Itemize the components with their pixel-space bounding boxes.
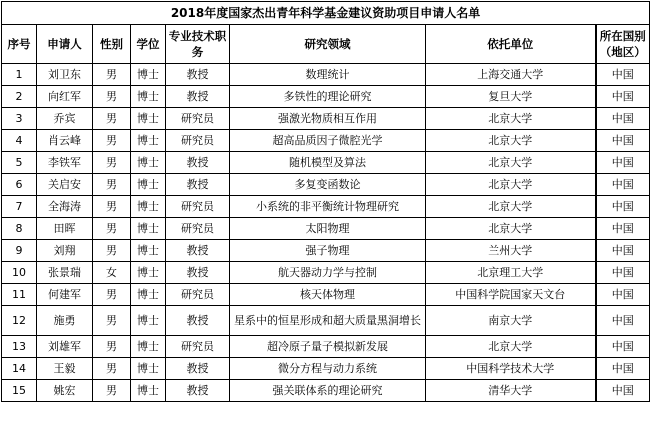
cell-field: 微分方程与动力系统 bbox=[230, 358, 426, 380]
cell-field: 核天体物理 bbox=[230, 284, 426, 306]
cell-region: 中国 bbox=[596, 284, 650, 306]
cell-field: 太阳物理 bbox=[230, 218, 426, 240]
cell-applicant: 刘翔 bbox=[37, 240, 93, 262]
cell-index: 6 bbox=[2, 174, 37, 196]
cell-gender: 男 bbox=[93, 108, 131, 130]
cell-index: 12 bbox=[2, 306, 37, 336]
cell-unit: 北京大学 bbox=[426, 174, 596, 196]
cell-field: 强关联体系的理论研究 bbox=[230, 380, 426, 402]
cell-gender: 男 bbox=[93, 284, 131, 306]
cell-region: 中国 bbox=[596, 336, 650, 358]
cell-field: 星系中的恒星形成和超大质量黑洞增长 bbox=[230, 306, 426, 336]
cell-gender: 男 bbox=[93, 218, 131, 240]
cell-index: 3 bbox=[2, 108, 37, 130]
table-row bbox=[2, 358, 650, 380]
header-degree: 学位 bbox=[131, 25, 166, 64]
cell-applicant: 向红军 bbox=[37, 86, 93, 108]
cell-unit: 中国科学院国家天文台 bbox=[426, 284, 596, 306]
cell-region: 中国 bbox=[596, 358, 650, 380]
cell-applicant: 刘卫东 bbox=[37, 64, 93, 86]
cell-region: 中国 bbox=[596, 86, 650, 108]
cell-degree: 博士 bbox=[131, 64, 166, 86]
table-row bbox=[2, 262, 650, 284]
cell-region: 中国 bbox=[596, 218, 650, 240]
cell-index: 5 bbox=[2, 152, 37, 174]
cell-gender: 男 bbox=[93, 336, 131, 358]
cell-degree: 博士 bbox=[131, 336, 166, 358]
cell-degree: 博士 bbox=[131, 218, 166, 240]
cell-unit: 北京大学 bbox=[426, 336, 596, 358]
cell-unit: 北京理工大学 bbox=[426, 262, 596, 284]
table-body bbox=[2, 64, 650, 402]
cell-title: 研究员 bbox=[166, 218, 230, 240]
cell-gender: 男 bbox=[93, 130, 131, 152]
table-row bbox=[2, 108, 650, 130]
header-title: 专业技术职务 bbox=[166, 25, 230, 64]
cell-unit: 上海交通大学 bbox=[426, 64, 596, 86]
cell-degree: 博士 bbox=[131, 358, 166, 380]
table-row bbox=[2, 152, 650, 174]
cell-title: 教授 bbox=[166, 306, 230, 336]
cell-applicant: 张景瑞 bbox=[37, 262, 93, 284]
table-row bbox=[2, 64, 650, 86]
cell-title: 教授 bbox=[166, 64, 230, 86]
cell-degree: 博士 bbox=[131, 152, 166, 174]
cell-index: 13 bbox=[2, 336, 37, 358]
table-row bbox=[2, 380, 650, 402]
cell-title: 研究员 bbox=[166, 196, 230, 218]
header-region: 所在国别（地区） bbox=[596, 25, 650, 64]
cell-region: 中国 bbox=[596, 130, 650, 152]
cell-field: 小系统的非平衡统计物理研究 bbox=[230, 196, 426, 218]
cell-unit: 复旦大学 bbox=[426, 86, 596, 108]
cell-title: 教授 bbox=[166, 240, 230, 262]
cell-field: 多复变函数论 bbox=[230, 174, 426, 196]
cell-gender: 男 bbox=[93, 64, 131, 86]
cell-region: 中国 bbox=[596, 306, 650, 336]
cell-index: 15 bbox=[2, 380, 37, 402]
cell-unit: 中国科学技术大学 bbox=[426, 358, 596, 380]
table-row bbox=[2, 306, 650, 336]
cell-applicant: 乔宾 bbox=[37, 108, 93, 130]
cell-index: 4 bbox=[2, 130, 37, 152]
cell-unit: 兰州大学 bbox=[426, 240, 596, 262]
cell-unit: 北京大学 bbox=[426, 196, 596, 218]
cell-degree: 博士 bbox=[131, 306, 166, 336]
cell-unit: 南京大学 bbox=[426, 306, 596, 336]
table-title: 2018年度国家杰出青年科学基金建议资助项目申请人名单 bbox=[2, 2, 650, 25]
cell-region: 中国 bbox=[596, 108, 650, 130]
cell-unit: 清华大学 bbox=[426, 380, 596, 402]
cell-applicant: 刘雄军 bbox=[37, 336, 93, 358]
cell-applicant: 何建军 bbox=[37, 284, 93, 306]
cell-applicant: 肖云峰 bbox=[37, 130, 93, 152]
cell-applicant: 王毅 bbox=[37, 358, 93, 380]
cell-degree: 博士 bbox=[131, 380, 166, 402]
cell-gender: 男 bbox=[93, 174, 131, 196]
cell-region: 中国 bbox=[596, 196, 650, 218]
cell-degree: 博士 bbox=[131, 130, 166, 152]
cell-gender: 男 bbox=[93, 380, 131, 402]
cell-applicant: 关启安 bbox=[37, 174, 93, 196]
cell-title: 研究员 bbox=[166, 108, 230, 130]
cell-region: 中国 bbox=[596, 262, 650, 284]
cell-applicant: 全海涛 bbox=[37, 196, 93, 218]
cell-region: 中国 bbox=[596, 174, 650, 196]
cell-index: 7 bbox=[2, 196, 37, 218]
cell-gender: 男 bbox=[93, 240, 131, 262]
table-row bbox=[2, 218, 650, 240]
cell-title: 教授 bbox=[166, 152, 230, 174]
cell-field: 超高品质因子微腔光学 bbox=[230, 130, 426, 152]
cell-index: 11 bbox=[2, 284, 37, 306]
cell-unit: 北京大学 bbox=[426, 108, 596, 130]
cell-applicant: 李铁军 bbox=[37, 152, 93, 174]
cell-degree: 博士 bbox=[131, 108, 166, 130]
cell-degree: 博士 bbox=[131, 284, 166, 306]
table-row bbox=[2, 336, 650, 358]
cell-unit: 北京大学 bbox=[426, 152, 596, 174]
table-row bbox=[2, 130, 650, 152]
cell-unit: 北京大学 bbox=[426, 130, 596, 152]
cell-title: 教授 bbox=[166, 358, 230, 380]
cell-degree: 博士 bbox=[131, 86, 166, 108]
cell-field: 多铁性的理论研究 bbox=[230, 86, 426, 108]
cell-field: 强子物理 bbox=[230, 240, 426, 262]
table-row bbox=[2, 86, 650, 108]
cell-field: 随机模型及算法 bbox=[230, 152, 426, 174]
table-row bbox=[2, 240, 650, 262]
cell-field: 航天器动力学与控制 bbox=[230, 262, 426, 284]
header-index: 序号 bbox=[2, 25, 37, 64]
cell-unit: 北京大学 bbox=[426, 218, 596, 240]
cell-region: 中国 bbox=[596, 64, 650, 86]
cell-gender: 男 bbox=[93, 152, 131, 174]
cell-degree: 博士 bbox=[131, 262, 166, 284]
table-row bbox=[2, 174, 650, 196]
cell-field: 强激光物质相互作用 bbox=[230, 108, 426, 130]
cell-index: 9 bbox=[2, 240, 37, 262]
cell-field: 数理统计 bbox=[230, 64, 426, 86]
cell-title: 教授 bbox=[166, 174, 230, 196]
cell-applicant: 施勇 bbox=[37, 306, 93, 336]
cell-index: 8 bbox=[2, 218, 37, 240]
cell-index: 14 bbox=[2, 358, 37, 380]
cell-title: 教授 bbox=[166, 380, 230, 402]
cell-title: 教授 bbox=[166, 262, 230, 284]
cell-gender: 男 bbox=[93, 86, 131, 108]
cell-gender: 女 bbox=[93, 262, 131, 284]
table-row bbox=[2, 196, 650, 218]
cell-index: 10 bbox=[2, 262, 37, 284]
header-gender: 性别 bbox=[93, 25, 131, 64]
applicant-list-table bbox=[1, 1, 650, 402]
header-unit: 依托单位 bbox=[426, 25, 596, 64]
cell-applicant: 姚宏 bbox=[37, 380, 93, 402]
cell-index: 1 bbox=[2, 64, 37, 86]
header-applicant: 申请人 bbox=[37, 25, 93, 64]
cell-gender: 男 bbox=[93, 358, 131, 380]
cell-title: 教授 bbox=[166, 86, 230, 108]
table-row bbox=[2, 284, 650, 306]
cell-gender: 男 bbox=[93, 196, 131, 218]
cell-degree: 博士 bbox=[131, 196, 166, 218]
cell-degree: 博士 bbox=[131, 174, 166, 196]
cell-title: 研究员 bbox=[166, 284, 230, 306]
cell-gender: 男 bbox=[93, 306, 131, 336]
cell-index: 2 bbox=[2, 86, 37, 108]
cell-region: 中国 bbox=[596, 380, 650, 402]
cell-title: 研究员 bbox=[166, 130, 230, 152]
cell-region: 中国 bbox=[596, 152, 650, 174]
header-field: 研究领域 bbox=[230, 25, 426, 64]
cell-field: 超冷原子量子模拟新发展 bbox=[230, 336, 426, 358]
cell-degree: 博士 bbox=[131, 240, 166, 262]
cell-region: 中国 bbox=[596, 240, 650, 262]
cell-title: 研究员 bbox=[166, 336, 230, 358]
cell-applicant: 田晖 bbox=[37, 218, 93, 240]
